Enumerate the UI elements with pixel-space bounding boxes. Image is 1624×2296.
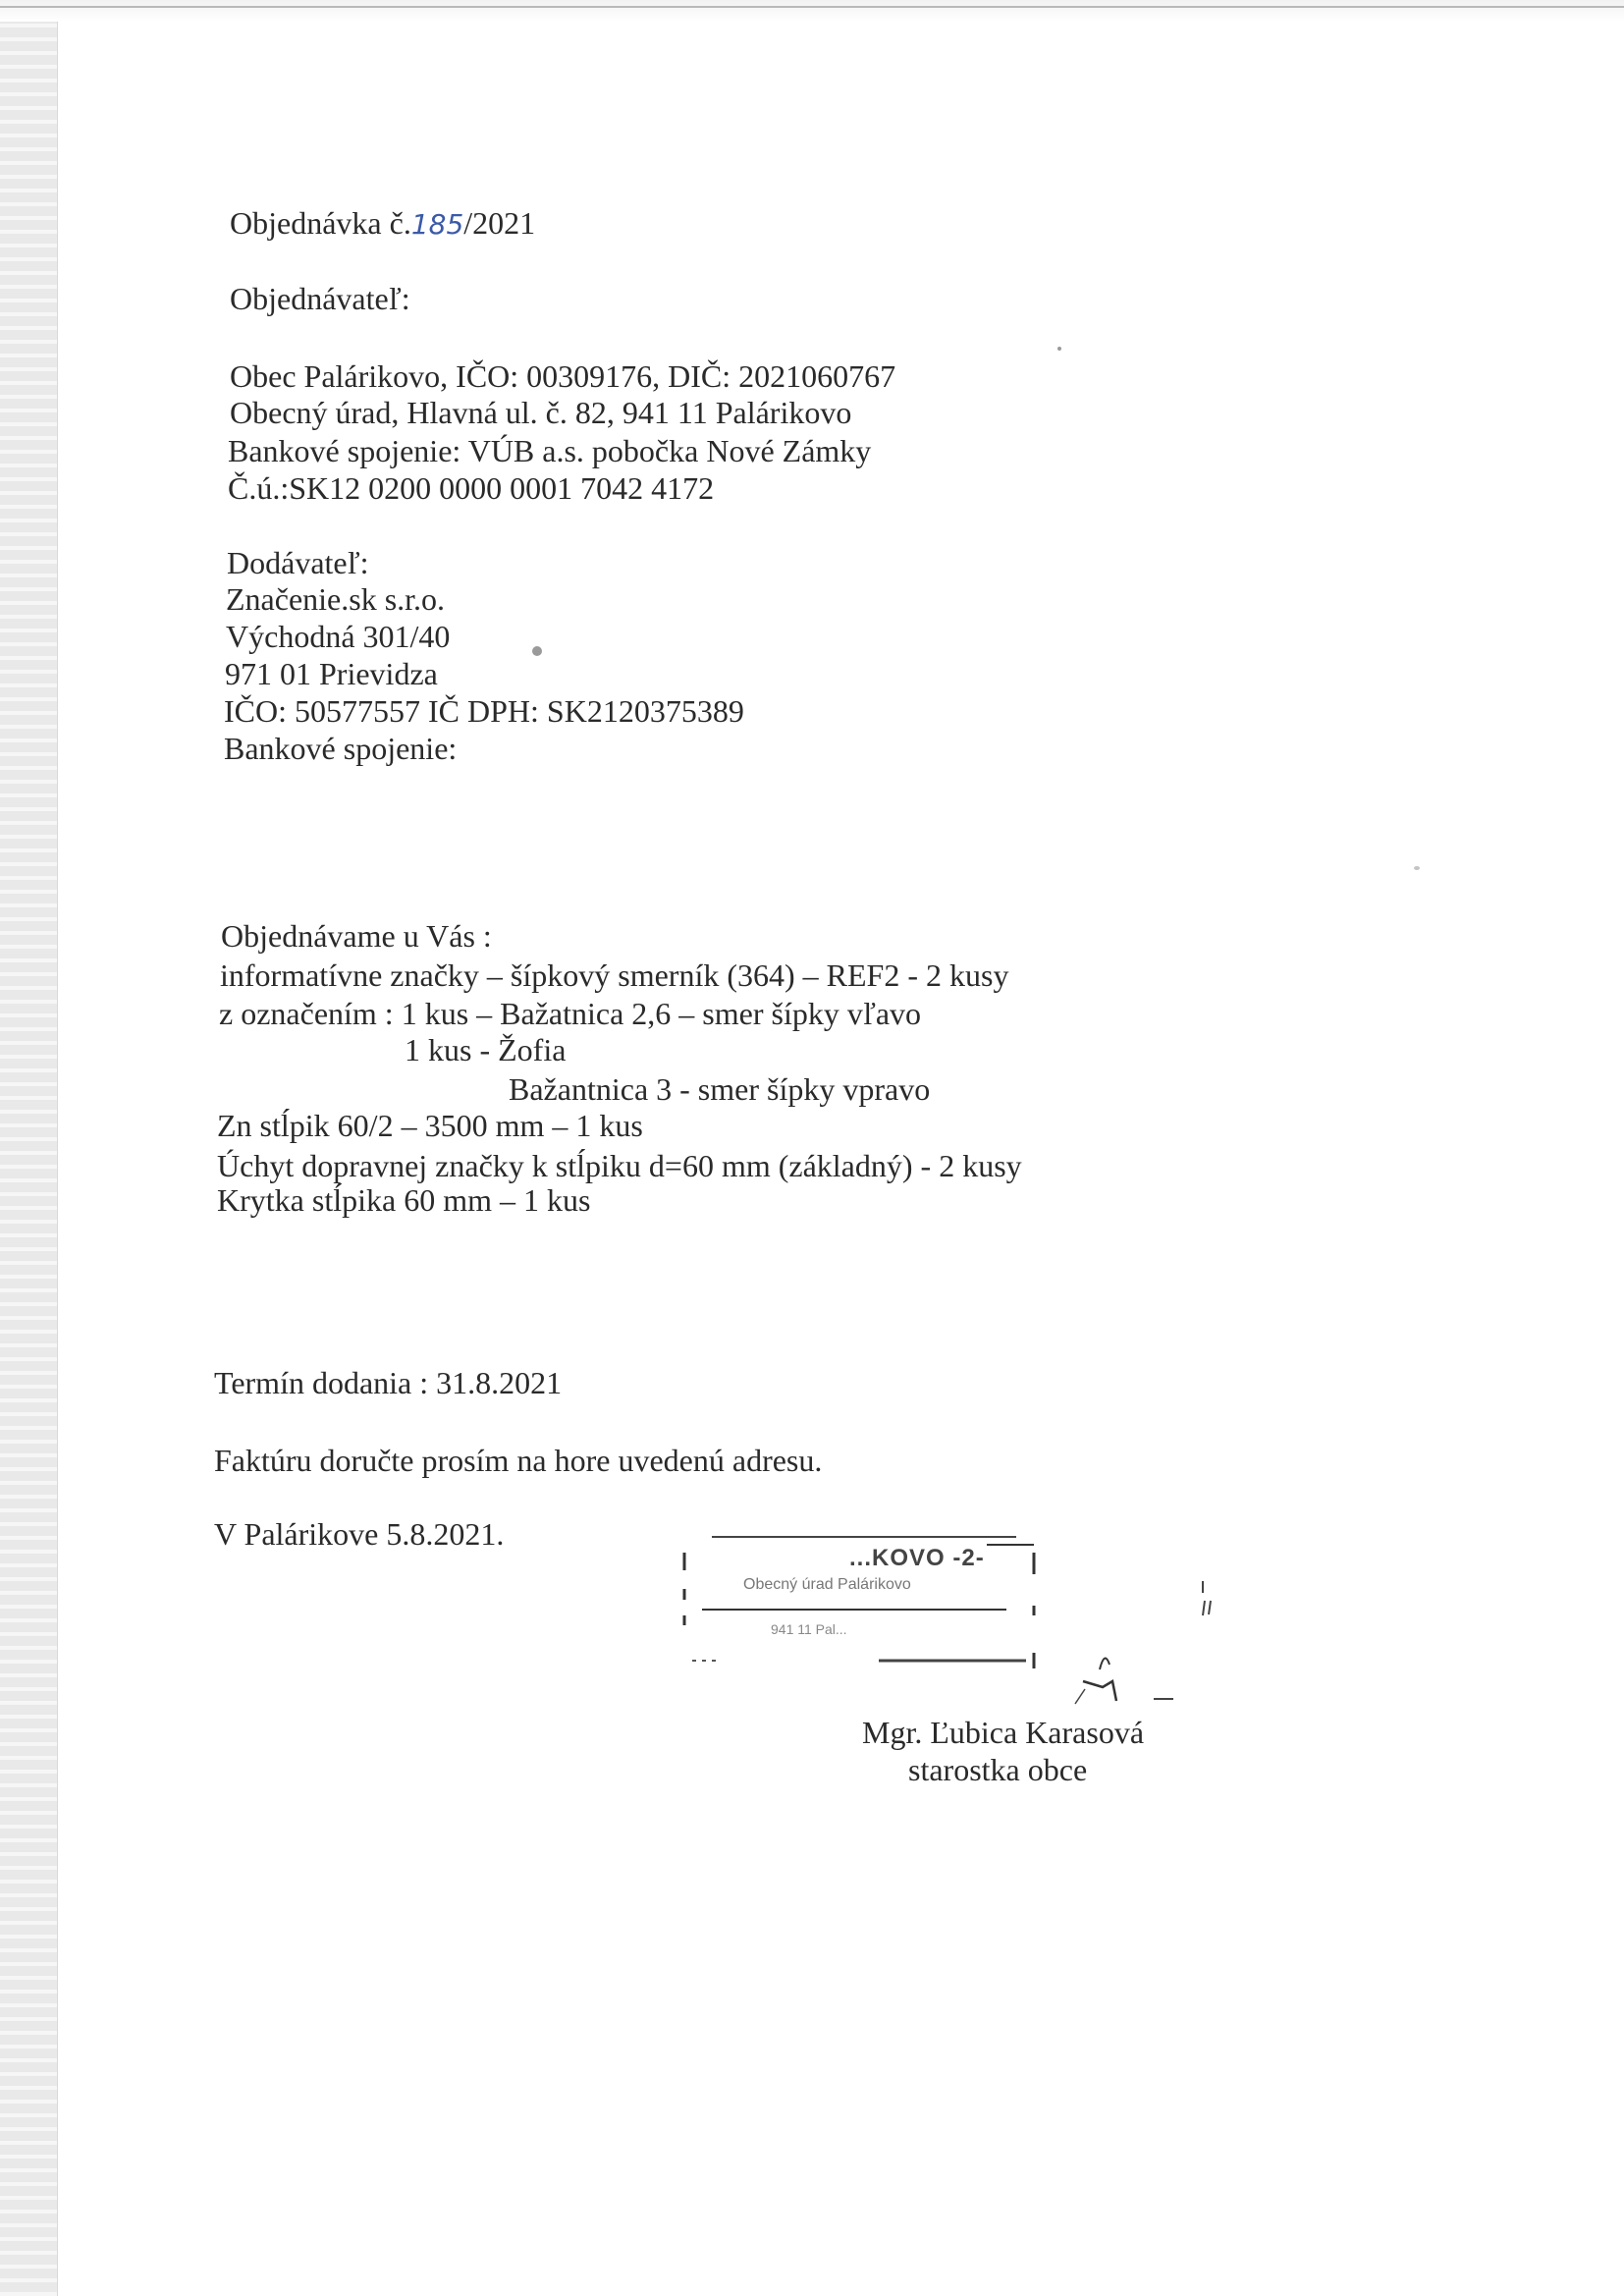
- scan-speck: [1414, 866, 1420, 870]
- signature: [1065, 1571, 1242, 1709]
- signatory-name: Mgr. Ľubica Karasová: [862, 1715, 1145, 1750]
- buyer-line-2: Obecný úrad, Hlavná ul. č. 82, 941 11 Palárikovo: [230, 395, 852, 430]
- item-line-1: informatívne značky – šípkový smerník (364) – REF2 - 2 kusy: [220, 957, 1009, 993]
- buyer-line-3: Bankové spojenie: VÚB a.s. pobočka Nové Zámky: [228, 433, 872, 468]
- buyer-line-1: Obec Palárikovo, IČO: 00309176, DIČ: 2021060767: [230, 358, 896, 394]
- item-line-2: z označením : 1 kus – Bažatnica 2,6 – smer šípky vľavo: [219, 996, 922, 1031]
- scan-top-shadow: [0, 0, 1624, 22]
- buyer-line-4: Č.ú.:SK12 0200 0000 0001 7042 4172: [228, 470, 715, 506]
- handwritten-order-number: 185: [410, 208, 464, 241]
- item-line-5: Zn stĺpik 60/2 – 3500 mm – 1 kus: [217, 1108, 643, 1143]
- item-line-7: Krytka stĺpika 60 mm – 1 kus: [217, 1182, 591, 1218]
- supplier-bank: Bankové spojenie:: [224, 731, 458, 766]
- supplier-city: 971 01 Prievidza: [225, 656, 438, 691]
- order-suffix: /2021: [463, 205, 536, 241]
- supplier-heading: Dodávateľ:: [227, 545, 369, 580]
- delivery-date: Termín dodania : 31.8.2021: [214, 1365, 563, 1400]
- scan-top-line: [0, 6, 1624, 8]
- supplier-street: Východná 301/40: [226, 619, 451, 654]
- scan-binding-edge: [0, 0, 58, 2296]
- stamp-text-2: Obecný úrad Palárikovo: [743, 1576, 911, 1593]
- place-and-date: V Palárikove 5.8.2021.: [214, 1516, 505, 1552]
- invoice-note: Faktúru doručte prosím na hore uvedenú adresu.: [214, 1443, 823, 1478]
- scan-speck: [532, 646, 542, 656]
- supplier-ids: IČO: 50577557 IČ DPH: SK2120375389: [224, 693, 744, 729]
- stamp-text-1: ...KOVO -2-: [849, 1545, 985, 1571]
- items-intro: Objednávame u Vás :: [221, 918, 492, 954]
- order-number: [230, 204, 535, 244]
- scan-speck: [1057, 347, 1061, 351]
- item-line-4: Bažantnica 3 - smer šípky vpravo: [509, 1071, 931, 1107]
- supplier-name: Značenie.sk s.r.o.: [226, 581, 446, 617]
- stamp-text-3: 941 11 Pal...: [771, 1621, 847, 1637]
- signatory-title: starostka obce: [908, 1752, 1088, 1787]
- buyer-heading: Objednávateľ:: [230, 281, 410, 316]
- official-stamp: [682, 1535, 1036, 1682]
- order-prefix: Objednávka č.: [230, 205, 411, 241]
- item-line-3: 1 kus - Žofia: [405, 1032, 567, 1067]
- item-line-6: Úchyt dopravnej značky k stĺpiku d=60 mm (základný) - 2 kusy: [217, 1148, 1022, 1183]
